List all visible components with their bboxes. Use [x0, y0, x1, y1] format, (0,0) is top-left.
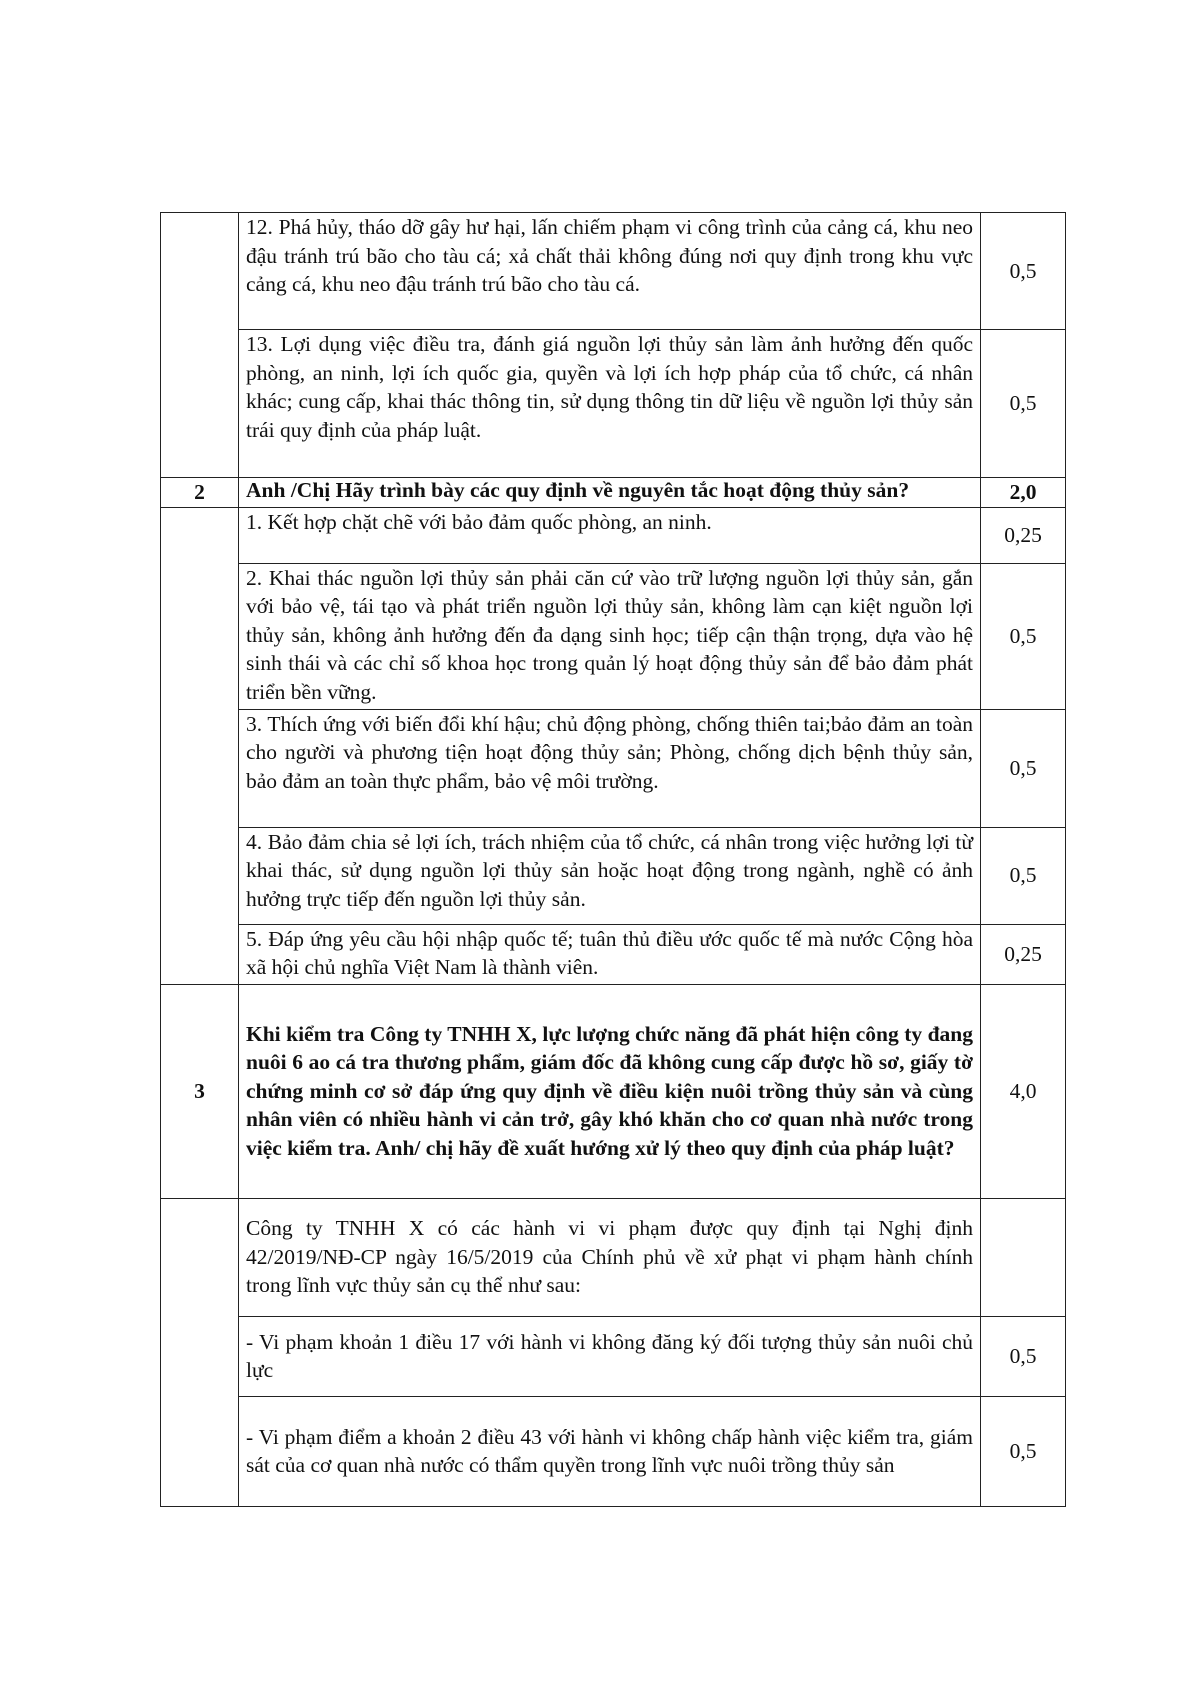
- score: 0,25: [981, 507, 1066, 563]
- answer-text: 5. Đáp ứng yêu cầu hội nhập quốc tế; tuân thủ điều ước quốc tế mà nước Cộng hòa xã hội chủ nghĩa Việt Nam là thành viên.: [239, 924, 981, 984]
- score: 0,5: [981, 330, 1066, 478]
- question-number: 2: [161, 478, 239, 508]
- table-row: [161, 827, 1066, 924]
- table-row: [161, 1198, 1066, 1316]
- answer-text: - Vi phạm điểm a khoản 2 điều 43 với hành vi không chấp hành việc kiểm tra, giám sát của cơ quan nhà nước có thẩm quyền trong lĩnh vực nuôi trồng thủy sản: [239, 1396, 981, 1506]
- answer-text: 12. Phá hủy, tháo dỡ gây hư hại, lấn chiếm phạm vi công trình của cảng cá, khu neo đậu tránh trú bão cho tàu cá; xả chất thải không đúng nơi quy định trong khu vực cảng cá, khu neo đậu tránh trú bão cho tàu cá.: [239, 213, 981, 330]
- table-row: [161, 507, 1066, 563]
- grading-table: [160, 212, 1066, 1507]
- answer-text: 13. Lợi dụng việc điều tra, đánh giá nguồn lợi thủy sản làm ảnh hưởng đến quốc phòng, an ninh, lợi ích quốc gia, quyền và lợi ích hợp pháp của tổ chức, cá nhân khác; cung cấp, khai thác thông tin, sử dụng thông tin dữ liệu về nguồn lợi thủy sản trái quy định của pháp luật.: [239, 330, 981, 478]
- table-row: [161, 213, 1066, 330]
- table-row: [161, 563, 1066, 709]
- score: 0,5: [981, 1316, 1066, 1396]
- score: 0,5: [981, 213, 1066, 330]
- answer-text: Công ty TNHH X có các hành vi vi phạm được quy định tại Nghị định 42/2019/NĐ-CP ngày 16/5/2019 của Chính phủ về xử phạt vi phạm hành chính trong lĩnh vực thủy sản cụ thể như sau:: [239, 1198, 981, 1316]
- question-score: 4,0: [981, 984, 1066, 1198]
- score: 0,25: [981, 924, 1066, 984]
- table-row: [161, 709, 1066, 827]
- question-text: Khi kiểm tra Công ty TNHH X, lực lượng chức năng đã phát hiện công ty đang nuôi 6 ao cá tra thương phẩm, giám đốc đã không cung cấp được hồ sơ, giấy tờ chứng minh cơ sở đáp ứng quy định về điều kiện nuôi trồng thủy sản và cùng nhân viên có nhiều hành vi cản trở, gây khó khăn cho cơ quan nhà nước trong việc kiểm tra. Anh/ chị hãy đề xuất hướng xử lý theo quy định của pháp luật?: [239, 984, 981, 1198]
- question-score: 2,0: [981, 478, 1066, 508]
- question-row: [161, 984, 1066, 1198]
- item-number: [161, 213, 239, 478]
- score: 0,5: [981, 1396, 1066, 1506]
- answer-text: 2. Khai thác nguồn lợi thủy sản phải căn cứ vào trữ lượng nguồn lợi thủy sản, gắn với bảo vệ, tái tạo và phát triển nguồn lợi thủy sản, không làm cạn kiệt nguồn lợi thủy sản, không ảnh hưởng đến đa dạng sinh học; tiếp cận thận trọng, dựa vào hệ sinh thái và các chỉ số khoa học trong quản lý hoạt động thủy sản để bảo đảm phát triển bền vững.: [239, 563, 981, 709]
- answer-text: 3. Thích ứng với biến đổi khí hậu; chủ động phòng, chống thiên tai;bảo đảm an toàn cho người và phương tiện hoạt động thủy sản; Phòng, chống dịch bệnh thủy sản, bảo đảm an toàn thực phẩm, bảo vệ môi trường.: [239, 709, 981, 827]
- table-row: [161, 330, 1066, 478]
- table-row: [161, 1396, 1066, 1506]
- item-number: [161, 1198, 239, 1506]
- question-number: 3: [161, 984, 239, 1198]
- item-number: [161, 507, 239, 984]
- score: [981, 1198, 1066, 1316]
- table-row: [161, 924, 1066, 984]
- score: 0,5: [981, 563, 1066, 709]
- table-row: [161, 1316, 1066, 1396]
- question-row: [161, 478, 1066, 508]
- answer-text: 1. Kết hợp chặt chẽ với bảo đảm quốc phòng, an ninh.: [239, 507, 981, 563]
- answer-text: - Vi phạm khoản 1 điều 17 với hành vi không đăng ký đối tượng thủy sản nuôi chủ lực: [239, 1316, 981, 1396]
- answer-text: 4. Bảo đảm chia sẻ lợi ích, trách nhiệm của tổ chức, cá nhân trong việc hưởng lợi từ khai thác, sử dụng nguồn lợi thủy sản hoặc hoạt động trong ngành, nghề có ảnh hưởng trực tiếp đến nguồn lợi thủy sản.: [239, 827, 981, 924]
- score: 0,5: [981, 827, 1066, 924]
- question-text: Anh /Chị Hãy trình bày các quy định về nguyên tắc hoạt động thủy sản?: [239, 478, 981, 508]
- score: 0,5: [981, 709, 1066, 827]
